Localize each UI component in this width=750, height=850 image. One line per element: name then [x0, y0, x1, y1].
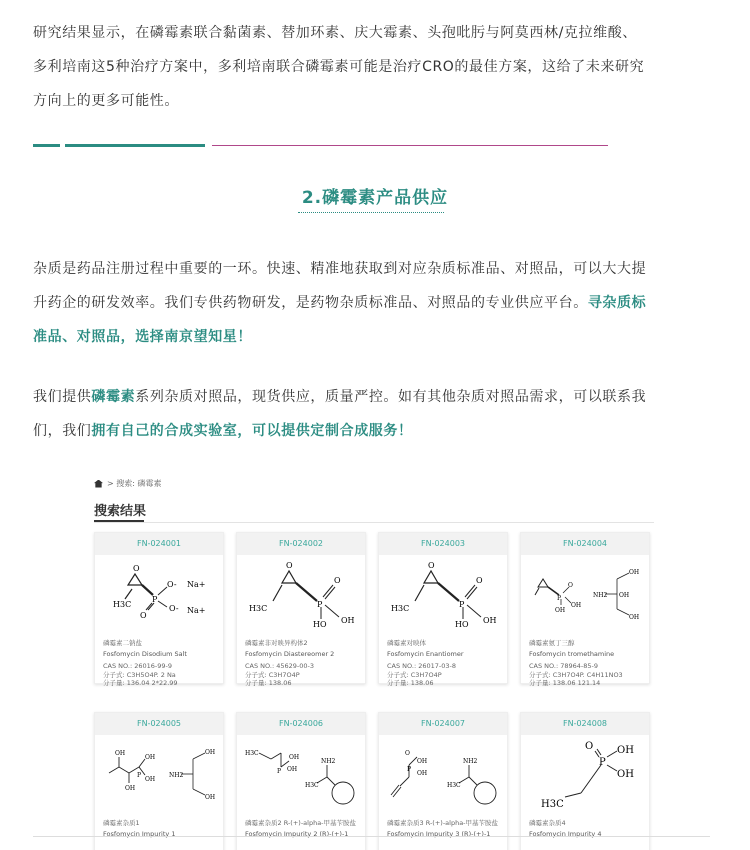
chem-label-oh: OH — [145, 754, 156, 761]
product-en-name[interactable]: Fosfomycin Disodium Salt — [103, 650, 187, 658]
product-cas: CAS NO.: 78964-85-9 — [529, 662, 598, 670]
product-en-name[interactable]: Fosfomycin Impurity 3 (R)-(+)-1 — [387, 830, 491, 838]
chem-label-nh2: NH2 — [593, 592, 608, 599]
product-card[interactable] — [94, 532, 224, 687]
chem-label-oh: OH — [289, 754, 300, 761]
product-en-name[interactable]: Fosfomycin Diastereomer 2 — [245, 650, 335, 658]
chem-label-p: P — [137, 772, 142, 779]
product-formula: 分子式: C3H7O4P. C4H11NO3 — [529, 671, 623, 679]
chem-label-p: P — [459, 600, 465, 609]
chem-label-oh: OH — [205, 794, 216, 801]
chem-label-oh: OH — [205, 749, 216, 756]
product-mw: 分子量: 138.06 — [387, 679, 434, 687]
breadcrumb — [94, 478, 161, 489]
product-mw: 分子量: 138.06 121.14 — [529, 679, 601, 687]
product-mw: 分子量: 138.06 — [245, 679, 292, 687]
intro-line-1: 研究结果显示，在磷霉素联合黏菌素、替加环素、庆大霉素、头孢吡肟与阿莫西林/克拉维酸、 — [33, 25, 637, 41]
product-card[interactable] — [378, 532, 508, 687]
chem-label-o-minus: O- — [169, 604, 179, 613]
chem-label-nh2: NH2 — [321, 758, 336, 765]
product-card[interactable] — [378, 712, 508, 850]
product-cn-name[interactable]: 磷霉素杂质4 — [529, 819, 566, 827]
product-cas: CAS NO.: 26017-03-8 — [387, 662, 456, 670]
chemical-structure-image — [237, 557, 365, 635]
intro-paragraph — [33, 16, 718, 118]
product-card[interactable] — [94, 712, 224, 850]
chem-label-o-minus: O- — [167, 580, 177, 589]
product-formula: 分子式: C3H7O4P — [245, 671, 300, 679]
chemical-structure-image — [237, 737, 365, 815]
chemical-structure-image — [95, 557, 223, 635]
product-code[interactable]: FN-024002 — [237, 533, 365, 555]
para2-keyword: 磷霉素 — [91, 389, 136, 405]
chem-label-oh: OH — [617, 769, 634, 780]
chem-label-oh: OH — [629, 569, 640, 576]
chem-label-nh2: NH2 — [463, 758, 478, 765]
product-cn-name[interactable]: 磷霉素非对映异构体2 — [245, 639, 308, 647]
product-formula: 分子式: C3H7O4P — [387, 671, 442, 679]
chem-label-oh: OH — [619, 592, 630, 599]
chem-label-oh: OH — [417, 758, 428, 765]
para1-line-1: 杂质是药品注册过程中重要的一环。快速、精准地获取到对应杂质标准品、对照品，可以大大提 — [33, 261, 647, 277]
chemical-structure-image — [379, 557, 507, 635]
product-cas: CAS NO.: 45629-00-3 — [245, 662, 314, 670]
section-title: 2.磷霉素产品供应 — [301, 188, 449, 208]
product-code[interactable]: FN-024003 — [379, 533, 507, 555]
chem-label-oh: OH — [617, 745, 634, 756]
intro-line-2: 多利培南这5种治疗方案中，多利培南联合磷霉素可能是治疗CRO的最佳方案，这给了未来研究 — [33, 59, 645, 75]
product-en-name[interactable]: Fosfomycin tromethamine — [529, 650, 615, 658]
chem-label-h3c: H3C — [249, 604, 268, 613]
chem-label-p: P — [599, 757, 606, 768]
chem-label-oh: OH — [629, 614, 640, 621]
chem-label-oh: OH — [555, 607, 566, 614]
chem-label-oh: OH — [115, 750, 126, 757]
chem-label-p: P — [317, 600, 323, 609]
product-card[interactable] — [520, 532, 650, 687]
chem-label-p: P — [407, 766, 412, 773]
product-cn-name[interactable]: 磷霉素对映体 — [387, 639, 426, 647]
product-cas: CAS NO.: 26016-99-9 — [103, 662, 172, 670]
product-code[interactable]: FN-024006 — [237, 713, 365, 735]
chem-label-o: O — [334, 576, 341, 585]
product-code[interactable]: FN-024001 — [95, 533, 223, 555]
product-cn-name[interactable]: 磷霉素杂质3 R-(+)-alpha-甲基苄胺盐 — [387, 819, 499, 827]
product-mw: 分子量: 136.04 2*22.99 — [103, 679, 178, 687]
chemical-structure-image — [521, 557, 649, 635]
chem-label-ho: HO — [313, 620, 327, 629]
section-title-underline — [298, 212, 444, 213]
product-formula: 分子式: C3H5O4P. 2 Na — [103, 671, 176, 679]
product-cn-name[interactable]: 磷霉素杂质2 R-(+)-alpha-甲基苄胺盐 — [245, 819, 357, 827]
chem-label-o: O — [476, 576, 483, 585]
divider-short-teal — [33, 144, 60, 147]
chem-label-oh: OH — [125, 785, 136, 792]
chem-label-o: O — [140, 611, 147, 620]
chem-label-o: O — [568, 582, 573, 589]
results-title: 搜索结果 — [94, 504, 147, 519]
product-card[interactable] — [236, 532, 366, 687]
para2-accent: 拥有自己的合成实验室，可以提供定制合成服务！ — [91, 423, 413, 439]
chem-label-h3c: H3C — [245, 750, 259, 757]
chem-label-ho: HO — [455, 620, 469, 629]
para1-accent-1: 寻杂质标 — [587, 295, 647, 311]
chem-label-oh: OH — [483, 616, 497, 625]
chemical-structure-image — [95, 737, 223, 815]
chem-label-na-plus: Na+ — [187, 580, 206, 589]
chem-label-o: O — [405, 750, 410, 757]
chem-label-p: P — [152, 595, 158, 604]
chem-label-o: O — [585, 741, 594, 752]
divider-long-teal — [65, 144, 205, 147]
impurity-paragraph — [33, 252, 718, 354]
product-card[interactable] — [236, 712, 366, 850]
chem-label-oh: OH — [571, 602, 582, 609]
para2-line-2a: 们，我们 — [33, 423, 92, 439]
supply-paragraph — [33, 380, 718, 448]
product-code[interactable]: FN-024004 — [521, 533, 649, 555]
para1-line-2: 升药企的研发效率。我们专供药物研发，是药物杂质标准品、对照品的专业供应平台。 — [33, 295, 588, 311]
product-en-name[interactable]: Fosfomycin Enantiomer — [387, 650, 464, 658]
chem-label-h3c: H3C — [305, 782, 319, 789]
chem-label-nh2: NH2 — [169, 772, 184, 779]
product-en-name[interactable]: Fosfomycin Impurity 4 — [529, 830, 602, 838]
product-en-name[interactable]: Fosfomycin Impurity 1 — [103, 830, 176, 838]
chem-label-p: P — [277, 768, 282, 775]
chem-label-h3c: H3C — [113, 600, 132, 609]
product-card[interactable] — [520, 712, 650, 850]
bottom-divider — [33, 836, 710, 837]
chemical-structure-image — [521, 737, 649, 815]
chem-label-oh: OH — [417, 770, 428, 777]
breadcrumb-text: > 搜索: 磷霉素 — [107, 479, 162, 488]
chem-label-h3c: H3C — [541, 799, 564, 810]
intro-line-3: 方向上的更多可能性。 — [33, 93, 179, 109]
product-code[interactable]: FN-024008 — [521, 713, 649, 735]
chem-label-o: O — [428, 561, 435, 570]
para1-accent-2: 准品、对照品，选择南京望知星！ — [33, 329, 252, 345]
chem-label-na-plus: Na+ — [187, 606, 206, 615]
chem-label-p: P — [557, 595, 562, 602]
results-divider — [94, 522, 654, 523]
para2-line-1c: 系列杂质对照品，现货供应，质量严控。如有其他杂质对照品需求，可以联系我 — [135, 389, 647, 405]
search-results-screenshot — [90, 472, 660, 850]
product-cn-name[interactable]: 磷霉素二钠盐 — [103, 639, 142, 647]
chem-label-oh: OH — [287, 766, 298, 773]
chemical-structure-image — [379, 737, 507, 815]
product-code[interactable]: FN-024007 — [379, 713, 507, 735]
chem-label-oh: OH — [341, 616, 355, 625]
product-cn-name[interactable]: 磷霉素杂质1 — [103, 819, 140, 827]
product-code[interactable]: FN-024005 — [95, 713, 223, 735]
para2-line-1a: 我们提供 — [33, 389, 92, 405]
product-en-name[interactable]: Fosfomycin Impurity 2 (R)-(+)-1 — [245, 830, 349, 838]
product-cn-name[interactable]: 磷霉素氨丁三醇 — [529, 639, 575, 647]
chem-label-oh: OH — [145, 776, 156, 783]
home-icon — [94, 480, 103, 488]
chem-label-o: O — [286, 561, 293, 570]
chem-label-h3c: H3C — [391, 604, 410, 613]
chem-label-o: O — [133, 564, 140, 573]
divider-thin-magenta — [212, 145, 608, 146]
chem-label-h3c: H3C — [447, 782, 461, 789]
